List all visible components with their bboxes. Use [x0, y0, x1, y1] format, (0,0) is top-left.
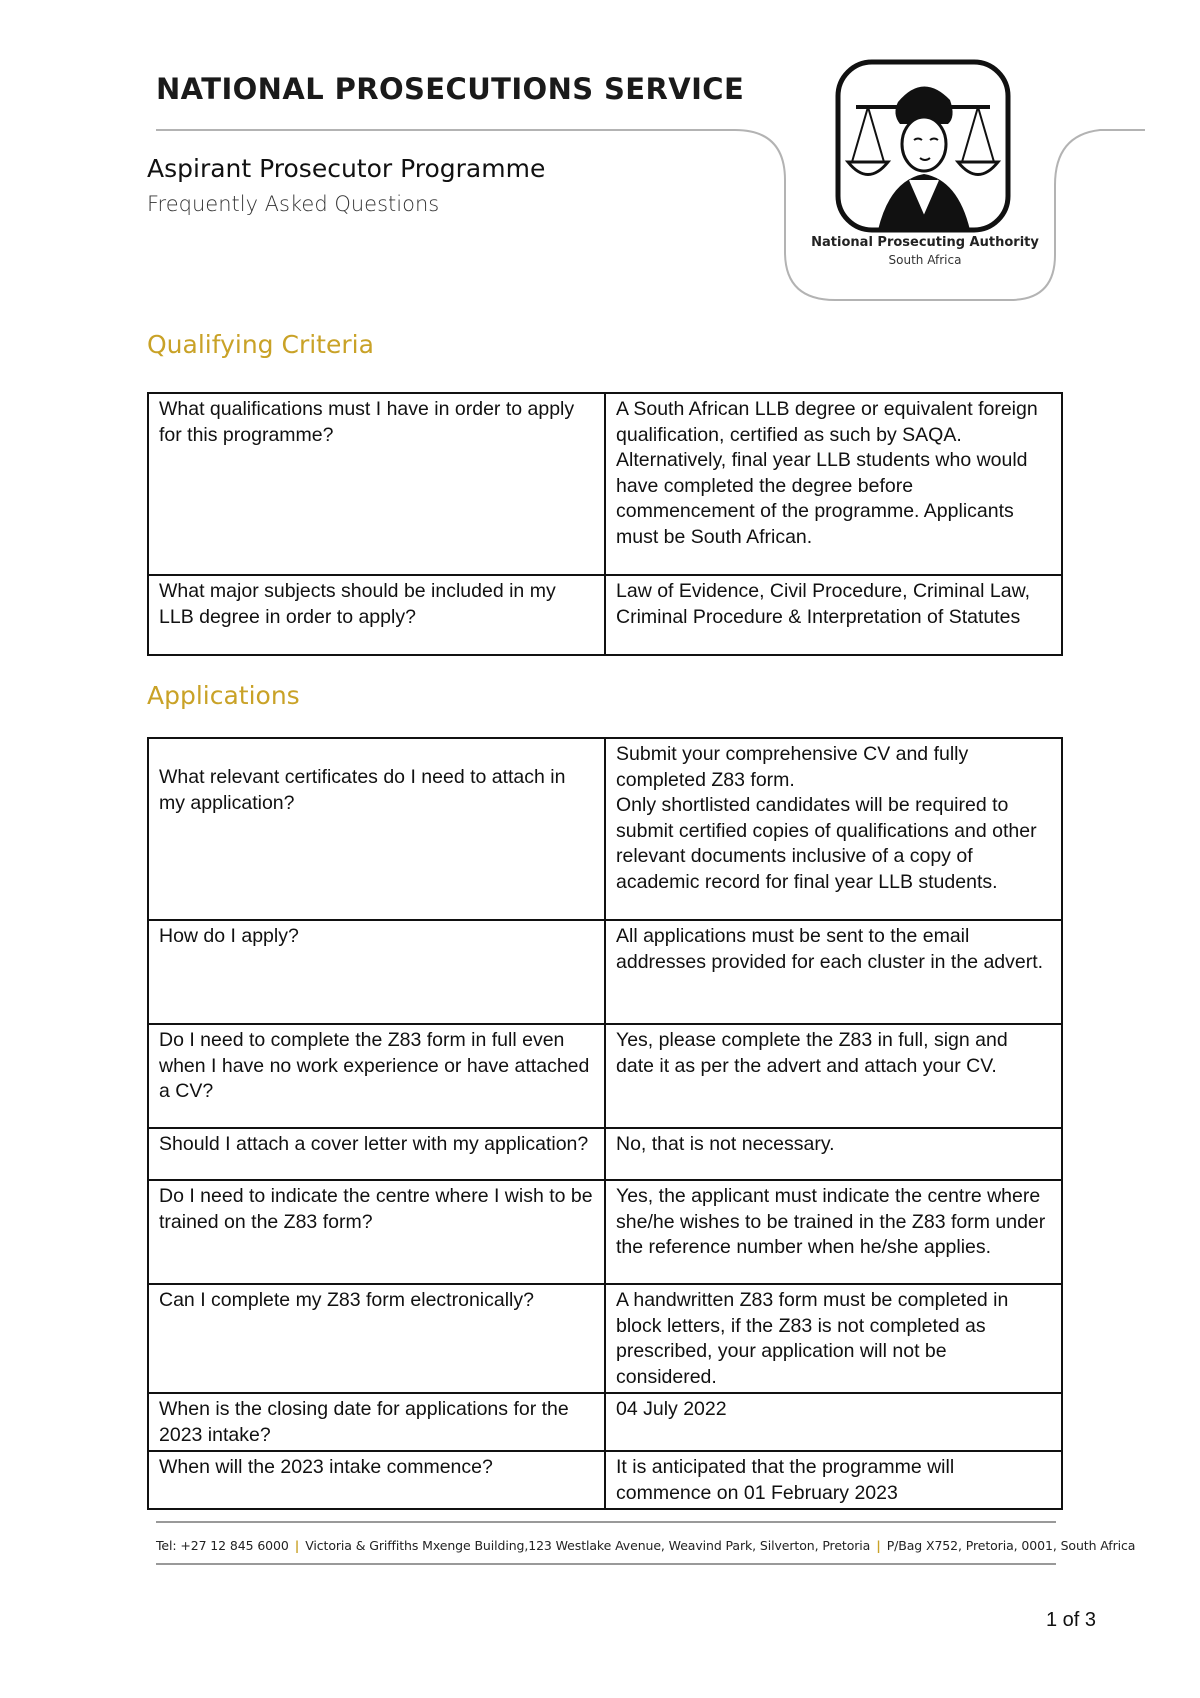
table-row: [148, 1451, 1062, 1509]
table-row: [148, 393, 1062, 575]
question-cell: How do I apply?: [148, 920, 605, 1024]
table-row: [148, 920, 1062, 1024]
answer-paragraph: Yes, please complete the Z83 in full, sign and date it as per the advert and attach your CV.: [616, 1029, 1008, 1077]
section-heading-applications: Applications: [147, 681, 300, 710]
table-row: [148, 1393, 1062, 1451]
page-number: 1 of 3: [1045, 1609, 1096, 1631]
answer-paragraph: Alternatively, final year LLB students who would have completed the degree before commencement of the programme. Applicants must be South African.: [616, 449, 1028, 548]
npa-emblem: [838, 62, 1008, 230]
table-row: [148, 1284, 1062, 1393]
question-cell: What relevant certificates do I need to attach in my application?: [148, 738, 605, 920]
table-row: [148, 738, 1062, 920]
answer-paragraph: Yes, the applicant must indicate the centre where she/he wishes to be trained in the Z83 form under the reference number when he/she applies.: [616, 1185, 1046, 1258]
footer-address-line: [156, 1538, 1136, 1553]
footer-postal: P/Bag X752, Pretoria, 0001, South Africa: [886, 1538, 1136, 1553]
answer-paragraph: It is anticipated that the programme will commence on 01 February 2023: [616, 1456, 955, 1504]
answer-cell: [605, 738, 1062, 920]
answer-cell: [605, 1128, 1062, 1180]
answer-paragraph: Only shortlisted candidates will be required to submit certified copies of qualifications and other relevant documents inclusive of a copy of academic record for final year LLB students.: [616, 794, 1037, 893]
footer-separator: |: [876, 1538, 881, 1553]
answer-cell: [605, 575, 1062, 655]
answer-cell: [605, 1024, 1062, 1128]
answer-cell: [605, 1180, 1062, 1284]
answer-paragraph: 04 July 2022: [616, 1398, 727, 1420]
table-row: [148, 575, 1062, 655]
question-cell: What major subjects should be included in my LLB degree in order to apply?: [148, 575, 605, 655]
footer-separator: |: [294, 1538, 300, 1553]
table-row: [148, 1024, 1062, 1128]
question-cell: Do I need to complete the Z83 form in full even when I have no work experience or have attached a CV?: [148, 1024, 605, 1128]
footer-rule-bottom: [156, 1563, 1056, 1565]
answer-paragraph: Law of Evidence, Civil Procedure, Criminal Law, Criminal Procedure & Interpretation of Statutes: [616, 580, 1031, 628]
answer-paragraph: No, that is not necessary.: [616, 1133, 835, 1155]
answer-cell: [605, 393, 1062, 575]
answer-cell: [605, 1284, 1062, 1393]
answer-paragraph: A handwritten Z83 form must be completed in block letters, if the Z83 is not completed as prescribed, your application will not be considered.: [616, 1289, 1009, 1388]
section-heading-qualifying: Qualifying Criteria: [147, 330, 374, 359]
answer-cell: [605, 920, 1062, 1024]
answer-paragraph: A South African LLB degree or equivalent foreign qualification, certified as such by SAQA.: [616, 398, 1038, 446]
answer-paragraph: Submit your comprehensive CV and fully completed Z83 form.: [616, 743, 969, 791]
question-cell: Should I attach a cover letter with my application?: [148, 1128, 605, 1180]
applications-table: [147, 737, 1063, 1510]
document-title: Aspirant Prosecutor Programme: [147, 154, 546, 183]
logo-caption-name: National Prosecuting Authority: [811, 235, 1039, 250]
footer-address: Victoria & Griffiths Mxenge Building,123 Westlake Avenue, Weavind Park, Silverton, Pretoria: [305, 1538, 871, 1553]
question-cell: What qualifications must I have in order to apply for this programme?: [148, 393, 605, 575]
question-cell: When will the 2023 intake commence?: [148, 1451, 605, 1509]
footer-rule-top: [156, 1521, 1056, 1523]
document-subtitle: Frequently Asked Questions: [147, 192, 440, 216]
question-cell: When is the closing date for applications for the 2023 intake?: [148, 1393, 605, 1451]
table-row: [148, 1180, 1062, 1284]
answer-cell: [605, 1393, 1062, 1451]
answer-paragraph: All applications must be sent to the email addresses provided for each cluster in the advert.: [616, 925, 1044, 973]
footer-tel: Tel: +27 12 845 6000: [156, 1538, 289, 1553]
table-row: [148, 1128, 1062, 1180]
question-cell: Do I need to indicate the centre where I wish to be trained on the Z83 form?: [148, 1180, 605, 1284]
logo-caption-country: South Africa: [888, 253, 962, 267]
answer-cell: [605, 1451, 1062, 1509]
organisation-name: NATIONAL PROSECUTIONS SERVICE: [156, 72, 745, 106]
question-cell: Can I complete my Z83 form electronically?: [148, 1284, 605, 1393]
qualifying-table: [147, 392, 1063, 656]
